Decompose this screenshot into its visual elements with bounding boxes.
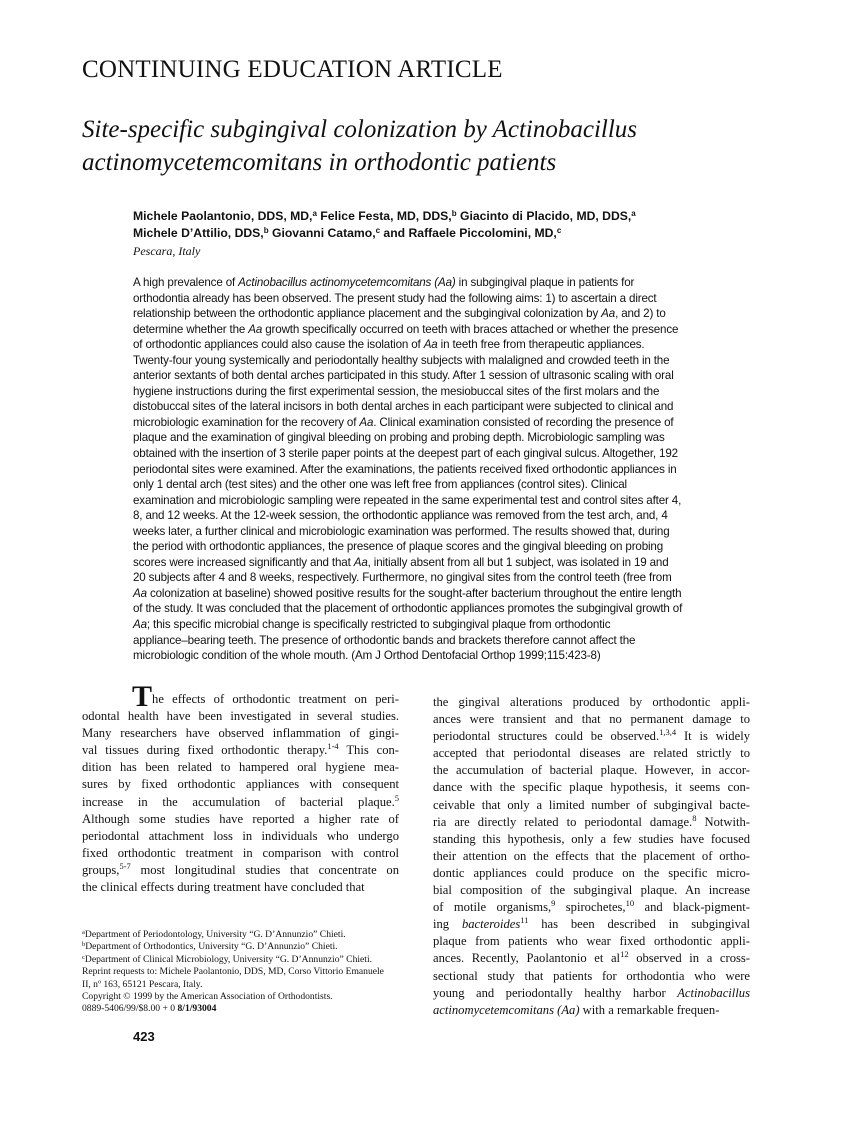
drop-cap: T (132, 680, 153, 713)
text-line: young and periodontally healthy harbor Actinobacillus (433, 985, 750, 1000)
text-line: the accumulation of bacterial plaque. However, in accor- (433, 763, 750, 778)
section-label: CONTINUING EDUCATION ARTICLE (82, 56, 503, 83)
text-line: microbiologic examination for the recovery of Aa. Clinical examination consisted of recording the presence of (133, 415, 674, 429)
text-line: their attention on the effects that the placement of ortho- (433, 848, 750, 863)
text-line: of the study. It was concluded that the placement of orthodontic appliances promotes the subgingival growth of (133, 602, 683, 616)
affiliation-marker: a (631, 209, 636, 218)
text-line: $^c$Department of Clinical Microbiology, University “G. D’Annunzio” Chieti. (82, 953, 373, 965)
text-line: obtained with the insertion of 3 sterile paper points at the deepest part of each gingival sulcus. Altogether, 192 (133, 447, 678, 461)
affiliation-marker: b (263, 226, 269, 235)
text-line: determine whether the Aa growth specifically occurred on teeth with braces attached or whether the presence (133, 322, 679, 336)
page-number: 423 (133, 1029, 155, 1044)
first-line (82, 680, 399, 713)
text-line: of orthodontic appliances could also cause the isolation of Aa in teeth free from therapeutic appliances. (133, 338, 645, 352)
abstract (133, 275, 753, 664)
text-line: fixed orthodontic treatment in comparison with control (82, 845, 399, 860)
affiliation-marker: c (375, 226, 381, 235)
text-line: actinomycetemcomitans (Aa) with a remarkable frequen- (433, 1002, 720, 1017)
text-line: periodontal structures could be observed.$^{1,3,4}$ It is widely (433, 727, 750, 744)
text-line: appliance–bearing teeth. The presence of orthodontic bands and brackets therefore cannot affect the (133, 633, 636, 647)
affiliation-marker: b (451, 209, 457, 218)
body-column-right (433, 694, 750, 1019)
text-line: Twenty-four young systemically and periodontally healthy subjects with malaligned and crowded teeth in the (133, 353, 670, 367)
first-line-text: he effects of orthodontic treatment on peri- (152, 692, 399, 706)
text-line: sures by fixed orthodontic appliances with consequent (82, 777, 399, 792)
text-line: Many researchers have observed inflammation of gingi- (82, 726, 399, 741)
text-line: ria are directly related to periodontal damage.$^8$ Notwith- (433, 812, 750, 829)
text-line: relationship between the orthodontic appliance placement and the subgingival colonization by Aa, and 2) to (133, 307, 666, 321)
text-line: standing this hypothesis, only a few studies have focused (433, 831, 750, 846)
text-line: 0889-5406/99/$8.00 + 0 8/1/93004 (82, 1003, 217, 1015)
text-line: dance with the specific plaque hypothesis, it seems con- (433, 780, 750, 795)
affiliation-marker: c (556, 226, 562, 235)
text-line: odontal health have been investigated in several studies. (82, 709, 399, 724)
text-line: Reprint requests to: Michele Paolantonio, DDS, MD, Corso Vittorio Emanuele (82, 966, 384, 978)
author-line: Michele D’Attilio, DDS,$^b$ Giovanni Catamo,$^c$ and Raffaele Piccolomini, MD,$^c$ (133, 226, 562, 240)
text-line: examination and microbiologic sampling were repeated in the same experimental test and control sites after 4, (133, 493, 682, 507)
text-line: the gingival alterations produced by orthodontic appli- (433, 695, 750, 709)
text-line: of motile organisms,$^9$ spirochetes,$^{10}$ and black-pigment- (433, 898, 750, 915)
text-line: periodontal attachment loss in individuals who undergo (82, 828, 399, 843)
text-line: weeks later, a further clinical and microbiologic examination was performed. The results showed that, during (133, 524, 670, 538)
text-line: only 1 dental arch (test sites) and the other one was left free from appliances (control sites). Clinical (133, 478, 627, 492)
text-line: increase in the accumulation of bacterial plaque.$^5$ (82, 792, 399, 809)
author-line: Michele Paolantonio, DDS, MD,$^a$ Felice Festa, MD, DDS,$^b$ Giacinto di Placido, MD, DDS,$^a$ (133, 209, 636, 223)
text-line: distobuccal sites of the lateral incisors in both dental arches in each participant were subjected to clinical and (133, 400, 674, 414)
text-line: periodontal sites were examined. After the examinations, the patients received fixed orthodontic appliances in (133, 462, 677, 476)
text-line: orthodontia already has been observed. The present study had the following aims: 1) to ascertain a direct (133, 291, 657, 305)
text-line: $^b$Department of Orthodontics, University “G. D’Annunzio” Chieti. (82, 941, 338, 953)
affiliation-footnotes (82, 929, 402, 1016)
text-line: 8, and 12 weeks. At the 12-week session, the orthodontic appliance was removed from the test arch, and, 4 (133, 509, 668, 523)
article-title (82, 113, 722, 179)
text-line: the period with orthodontic appliances, the presence of plaque scores and the gingival bleeding on probing (133, 540, 664, 554)
affiliation-marker: a (312, 209, 317, 218)
text-line: scores were increased significantly and that Aa, initially absent from all but 1 subject, was isolated in 19 and (133, 555, 669, 569)
text-line: ances. Recently, Paolantonio et al$^{12}$ observed in a cross- (433, 949, 750, 966)
text-line: hygiene instructions during the first experimental session, the mesiobuccal sites of the first molars and the (133, 384, 660, 398)
text-line: ing bacteroides$^{11}$ has been described in subgingival (433, 915, 750, 932)
text-line: plaque and the examination of gingival bleeding on probing and probing depth. Microbiologic sampling was (133, 431, 665, 445)
text-line: plaque from patients who wear fixed orthodontic appli- (433, 934, 750, 949)
author-list (133, 208, 753, 242)
text-line: II, nº 163, 65121 Pescara, Italy. (82, 978, 203, 990)
text-line: 20 subjects after 4 and 8 weeks, respectively. Furthermore, no gingival sites from the control teeth (free from (133, 571, 672, 585)
text-line: $^a$Department of Periodontology, University “G. D’Annunzio” Chieti. (82, 929, 346, 940)
text-line: Although some studies have reported a higher rate of (82, 811, 399, 826)
text-line: accepted that periodontal diseases are related strictly to (433, 746, 750, 761)
text-line: dontic appliances could produce on the specific micro- (433, 865, 750, 880)
text-line: the clinical effects during treatment have concluded that (82, 880, 365, 895)
title-line: Site-specific subgingival colonization by Actinobacillus (82, 116, 638, 143)
text-line: sectional study that patients for orthodontia who were (433, 968, 750, 983)
text-line: Aa; this specific microbial change is specifically restricted to subgingival plaque from orthodontic (133, 618, 611, 632)
text-line: dition has been related to hampered oral hygiene mea- (82, 760, 399, 775)
text-line: val tissues during fixed orthodontic therapy.$^{1-4}$ This con- (82, 741, 399, 758)
body-column-left (82, 680, 399, 896)
text-line: Copyright © 1999 by the American Association of Orthodontists. (82, 991, 333, 1003)
author-location: Pescara, Italy (133, 244, 201, 258)
text-line: anterior sextants of both dental arches participated in this study. After 1 session of ultrasonic scaling with oral (133, 369, 674, 383)
text-line: bial composition of the subgingival plaque. An increase (433, 883, 750, 898)
text-line: ceivable that only a limited number of subgingival bacte- (433, 797, 750, 812)
text-line: Aa colonization at baseline) showed positive results for the sought-after bacterium throughout the entire length (133, 586, 682, 600)
text-line: groups,$^{5-7}$ most longitudinal studies that concentrate on (82, 860, 399, 877)
text-line: ances were transient and that no permanent damage to (433, 712, 750, 727)
text-line: A high prevalence of Actinobacillus actinomycetemcomitans (Aa) in subgingival plaque in patients for (133, 276, 635, 289)
text-line: microbiologic condition of the whole mouth. (Am J Orthod Dentofacial Orthop 1999;115:423-8) (133, 649, 601, 663)
title-line: actinomycetemcomitans in orthodontic patients (82, 149, 557, 176)
left-column-lines (82, 708, 399, 896)
